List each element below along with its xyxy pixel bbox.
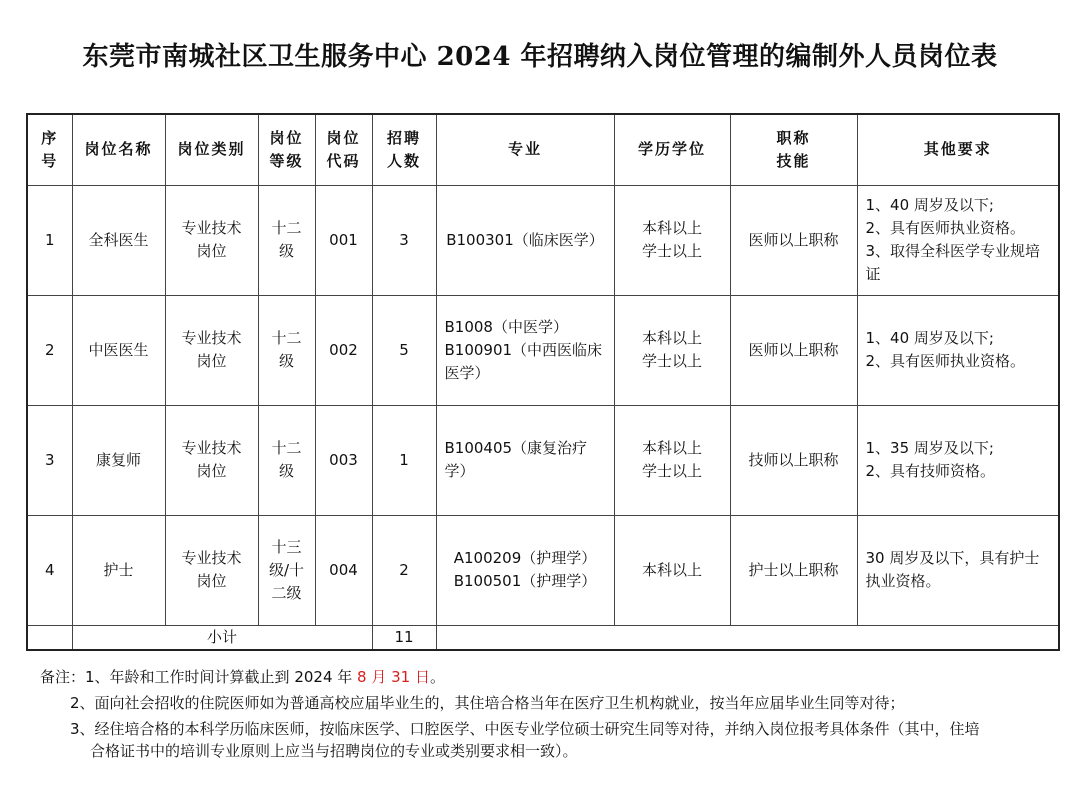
cell-count: 2 — [372, 515, 436, 625]
cell-name: 全科医生 — [72, 185, 165, 295]
cell-seq: 3 — [27, 405, 72, 515]
cell-other: 1、40 周岁及以下; 2、具有医师执业资格。 3、取得全科医学专业规培 证 — [857, 185, 1059, 295]
cell-code: 002 — [315, 295, 372, 405]
subtotal-trailing — [436, 625, 1059, 650]
header-education: 学历学位 — [614, 114, 730, 185]
cell-major: B100405（康复治疗学） — [436, 405, 614, 515]
position-table — [26, 113, 1060, 651]
cell-count: 3 — [372, 185, 436, 295]
cell-seq: 1 — [27, 185, 72, 295]
subtotal-row — [27, 625, 1059, 650]
notes — [40, 666, 1070, 762]
page-title: 东莞市南城社区卫生服务中心 2024 年招聘纳入岗位管理的编制外人员岗位表 — [82, 42, 998, 72]
header-count: 招聘 人数 — [372, 114, 436, 185]
cell-grade: 十三 级/十 二级 — [258, 515, 315, 625]
note-1-date: 8 月 31 日 — [357, 668, 430, 686]
note-3: 3、经住培合格的本科学历临床医师，按临床医学、口腔医学、中医专业学位硕士研究生同等对待，并纳入岗位报考具体条件（其中，住培 合格证书中的培训专业原则上应当与招聘岗位的专业或类别要求相一致）。 — [70, 720, 980, 760]
cell-category: 专业技术 岗位 — [165, 185, 258, 295]
cell-title: 医师以上职称 — [730, 295, 857, 405]
cell-grade: 十二 级 — [258, 405, 315, 515]
header-seq: 序 号 — [27, 114, 72, 185]
cell-code: 004 — [315, 515, 372, 625]
header-grade: 岗位 等级 — [258, 114, 315, 185]
subtotal-label: 小计 — [72, 625, 372, 650]
cell-education: 本科以上 学士以上 — [614, 405, 730, 515]
cell-category: 专业技术 岗位 — [165, 515, 258, 625]
header-title: 职称 技能 — [730, 114, 857, 185]
cell-education: 本科以上 学士以上 — [614, 295, 730, 405]
header-major: 专业 — [436, 114, 614, 185]
cell-grade: 十二 级 — [258, 185, 315, 295]
cell-other: 30 周岁及以下，具有护士 执业资格。 — [857, 515, 1059, 625]
header-code: 岗位 代码 — [315, 114, 372, 185]
note-2: 2、面向社会招收的住院医师如为普通高校应届毕业生的，其住培合格当年在医疗卫生机构就业，按当年应届毕业生同等对待； — [70, 694, 905, 712]
table-row — [27, 515, 1059, 625]
cell-seq: 2 — [27, 295, 72, 405]
cell-major: B1008（中医学） B100901（中西医临床 医学） — [436, 295, 614, 405]
table-row — [27, 405, 1059, 515]
cell-category: 专业技术 岗位 — [165, 295, 258, 405]
subtotal-count: 11 — [372, 625, 436, 650]
header-category: 岗位类别 — [165, 114, 258, 185]
cell-code: 001 — [315, 185, 372, 295]
cell-major: B100301（临床医学） — [436, 185, 614, 295]
cell-education: 本科以上 — [614, 515, 730, 625]
header-name: 岗位名称 — [72, 114, 165, 185]
cell-title: 技师以上职称 — [730, 405, 857, 515]
cell-category: 专业技术 岗位 — [165, 405, 258, 515]
cell-grade: 十二 级 — [258, 295, 315, 405]
note-1: 备注：1、年龄和工作时间计算截止到 2024 年 8 月 31 日。 — [40, 668, 445, 686]
subtotal-blank — [27, 625, 72, 650]
table-row — [27, 295, 1059, 405]
cell-title: 医师以上职称 — [730, 185, 857, 295]
header-other: 其他要求 — [857, 114, 1059, 185]
cell-major: A100209（护理学） B100501（护理学） — [436, 515, 614, 625]
cell-name: 中医医生 — [72, 295, 165, 405]
cell-count: 5 — [372, 295, 436, 405]
table-row — [27, 185, 1059, 295]
cell-count: 1 — [372, 405, 436, 515]
cell-other: 1、35 周岁及以下; 2、具有技师资格。 — [857, 405, 1059, 515]
cell-title: 护士以上职称 — [730, 515, 857, 625]
table-header-row — [27, 114, 1059, 185]
cell-code: 003 — [315, 405, 372, 515]
cell-name: 护士 — [72, 515, 165, 625]
cell-other: 1、40 周岁及以下; 2、具有医师执业资格。 — [857, 295, 1059, 405]
cell-seq: 4 — [27, 515, 72, 625]
cell-education: 本科以上 学士以上 — [614, 185, 730, 295]
cell-name: 康复师 — [72, 405, 165, 515]
